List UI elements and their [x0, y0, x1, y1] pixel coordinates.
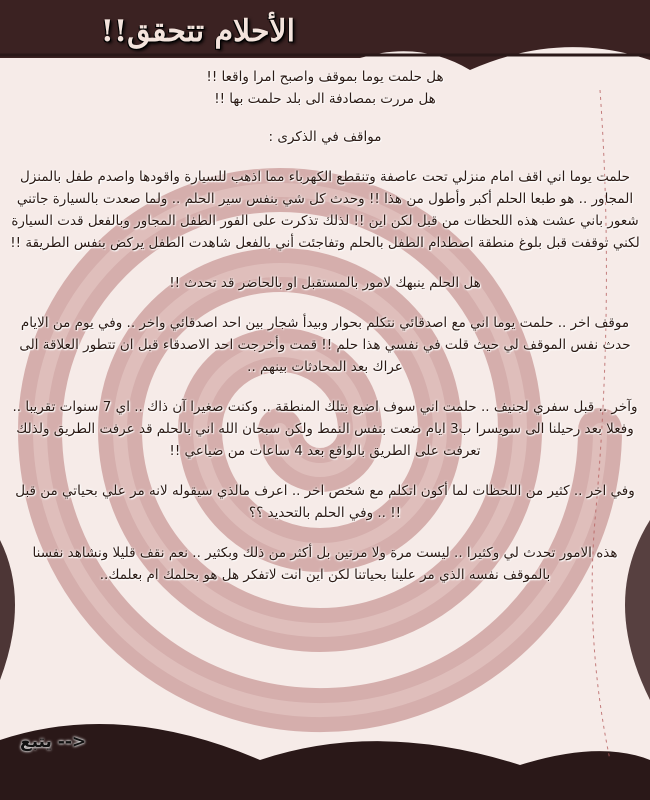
intro-line: هل حلمت يوما بموقف واصبح امرا واقعا !! [206, 69, 444, 85]
paragraph: هل الحلم ينبهك لامور بالمستقبل او بالحاضر قد تحدث !! [169, 275, 481, 291]
intro-block [8, 66, 642, 110]
intro-line: هل مررت بمصادفة الى بلد حلمت بها !! [214, 91, 436, 107]
continue-label: يتبع --> [20, 732, 87, 752]
paragraph: وفي اخر .. كثير من اللحظات لما أكون اتكلم مع شخص اخر .. اعرف مالذي سيقوله لانه مر علي بحياتي من قبل !! .. وفي الحلم بالتحديد ؟؟ [15, 483, 635, 521]
paragraph: موقف اخر .. حلمت يوما اني مع اصدقائي نتكلم بحوار وبيدأ شجار بين احد اصدقائي واخر .. وفي يوم من الايام حدث نفس الموقف لي حيث قلت في نفسي هذا حلم !! قمت وأخرجت احد الاصدقاء قبل ان تتطور العلاقة الى عراك بعد المحادثات بينهم .. [19, 315, 631, 375]
paragraph: وآخر .. قبل سفري لجنيف .. حلمت اني سوف اضيع بتلك المنطقة .. وكنت صغيرا آن ذاك .. اي 7 سنوات تقريبا .. وفعلا بعد رحيلنا الى سويسرا ب3 ايام ضعت بنفس النمط ولكن سبحان الله اني بالحلم قد عرفت الطريق ولذلك تعرفت على الطريق بالواقع بعد 4 ساعات من ضياعي !! [12, 399, 638, 459]
section-heading: مواقف في الذكرى : [268, 129, 382, 145]
page-title: الأحلام تتحقق!! [100, 14, 295, 49]
paragraph: حلمت يوما اني اقف امام منزلي تحت عاصفة وتنقطع الكهرباء مما اذهب للسيارة واقودها واصدم طفل بالمنزل المجاور .. هو طبعا الحلم أكبر وأطول من هذا !! وحدث كل شي بنفس سير الحلم .. ولما صعدت بالسيارة جاتني شعور باني عشت هذه اللحظات من قبل لكن اين !! لذلك تذكرت على الفور الطفل المجاور وبالفعل قدت السيارة لكني توقفت قبل بلوغ منطقة اصطدام الطفل بالحلم وتفاجئت أني بالفعل شاهدت الطفل يركض بنفس الطريقة !! [10, 169, 640, 251]
article-body [8, 66, 642, 604]
paragraph: هذه الامور تحدث لي وكثيرا .. ليست مرة ولا مرتين بل أكثر من ذلك وبكثير .. نعم نقف قليلا ونشاهد نفسنا بالموقف نفسه الذي مر علينا بحياتنا لكن اين انت لاتفكر هل هو بحلمك ام بعلمك.. [32, 545, 618, 583]
